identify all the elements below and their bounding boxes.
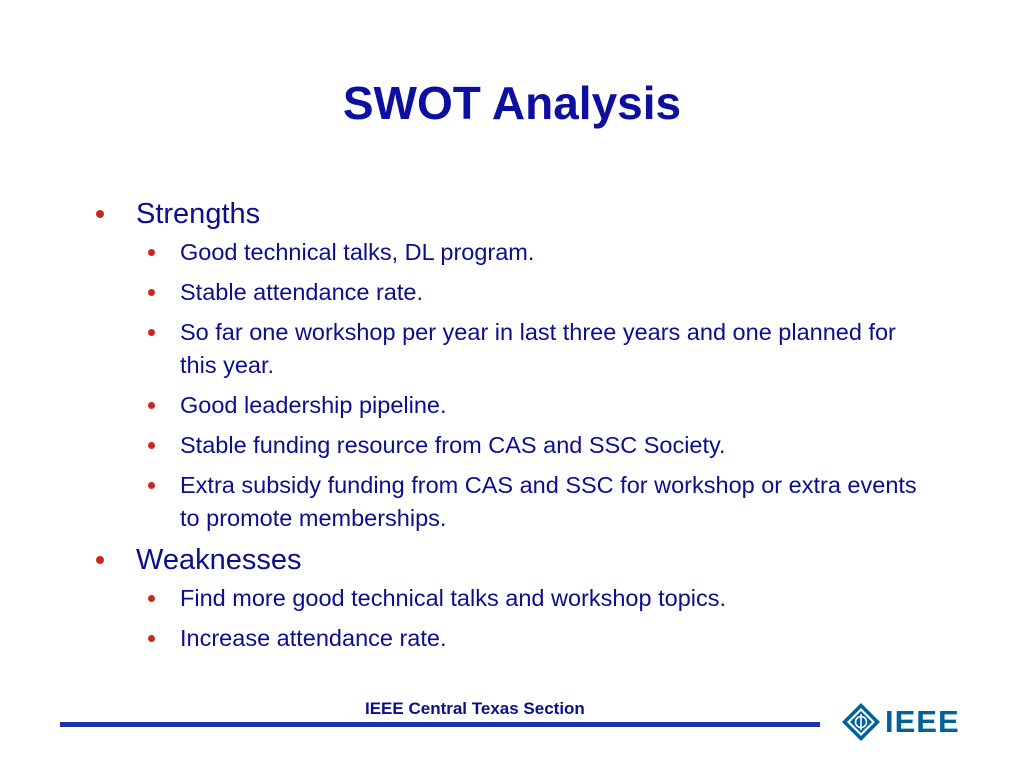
- bullet-icon: [148, 635, 155, 642]
- weaknesses-list: [96, 582, 936, 655]
- list-item-text: Stable funding resource from CAS and SSC Society.: [180, 432, 726, 458]
- list-item-text: Extra subsidy funding from CAS and SSC for workshop or extra events to promote memberships.: [180, 472, 917, 531]
- list-item-text: Find more good technical talks and workshop topics.: [180, 585, 727, 611]
- list-item: [96, 582, 936, 615]
- section-heading: Weaknesses: [136, 544, 302, 576]
- ieee-diamond-icon: [841, 702, 881, 742]
- section-heading: Strengths: [136, 198, 261, 230]
- section-weaknesses: [96, 542, 936, 578]
- list-item: [96, 389, 936, 422]
- ieee-logo: [841, 700, 965, 744]
- section-strengths: [96, 196, 936, 232]
- list-item: [96, 316, 936, 382]
- list-item-text: Increase attendance rate.: [180, 625, 447, 651]
- list-item: [96, 622, 936, 655]
- list-item-text: So far one workshop per year in last three years and one planned for this year.: [180, 319, 896, 378]
- bullet-content: [96, 196, 936, 662]
- strengths-list: [96, 236, 936, 535]
- list-item: [96, 276, 936, 309]
- bullet-icon: [148, 442, 155, 449]
- bullet-icon: [148, 329, 155, 336]
- list-item: [96, 429, 936, 462]
- bullet-icon: [148, 249, 155, 256]
- bullet-icon: [148, 595, 155, 602]
- ieee-logo-text: IEEE: [885, 704, 960, 739]
- slide-title: SWOT Analysis: [342, 77, 682, 129]
- list-item-text: Stable attendance rate.: [180, 279, 424, 305]
- footer-section-name: IEEE Central Texas Section: [365, 699, 585, 718]
- bullet-icon: [148, 289, 155, 296]
- bullet-icon: [96, 210, 104, 218]
- list-item: [96, 236, 936, 269]
- bullet-icon: [96, 556, 104, 564]
- footer-divider: [60, 722, 820, 727]
- bullet-icon: [148, 402, 155, 409]
- list-item-text: Good technical talks, DL program.: [180, 239, 535, 265]
- list-item: [96, 469, 936, 535]
- list-item-text: Good leadership pipeline.: [180, 392, 447, 418]
- bullet-icon: [148, 482, 155, 489]
